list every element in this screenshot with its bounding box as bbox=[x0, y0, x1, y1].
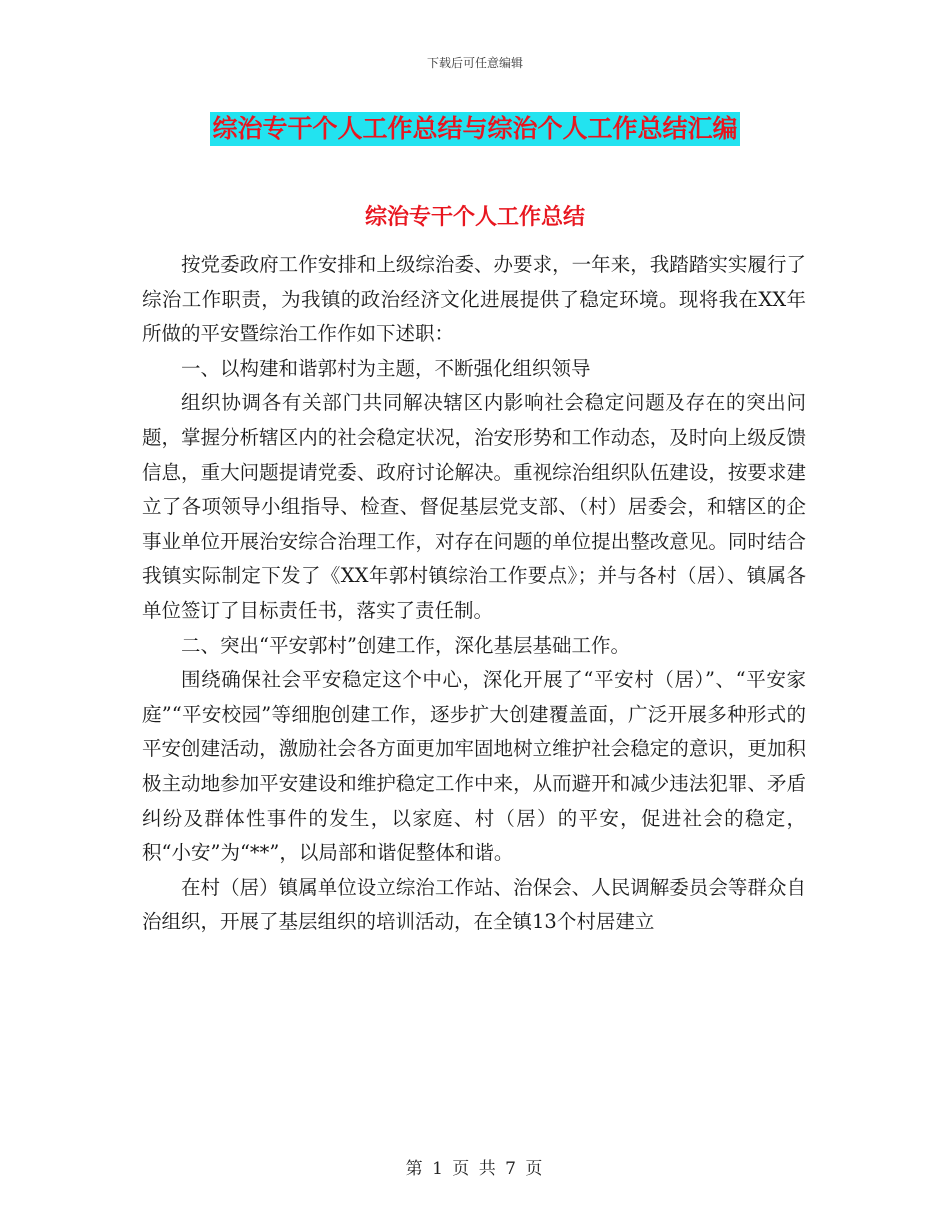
paragraph-heading-1: 一、以构建和谐郭村为主题，不断强化组织领导 bbox=[181, 356, 591, 380]
paragraph-safety-creation: 围绕确保社会平安稳定这个中心，深化开展了“平安村（居）”、“平安家庭”“平安校园”等细胞创建工作，逐步扩大创建覆盖面，广泛开展多种形式的平安创建活动，激励社会各方面更加牢固地树立维护社会稳定的意识，更加积极主动地参加平安建设和维护稳定工作中来，从而避开和减少违法犯罪、矛盾纠纷及群体性事件的发生，以家庭、村（居）的平安，促进社会的稳定，积“小安”为“**”，以局部和谐促整体和谐。 bbox=[142, 668, 806, 865]
document-body bbox=[142, 248, 806, 940]
paragraph-intro: 按党委政府工作安排和上级综治委、办要求，一年来，我踏踏实实履行了综治工作职责，为我镇的政治经济文化进展提供了稳定环境。现将我在XX年所做的平安暨综治工作作如下述职： bbox=[142, 253, 806, 346]
document-title: 综治专干个人工作总结与综治个人工作总结汇编 bbox=[210, 112, 739, 146]
paragraph-grassroots: 在村（居）镇属单位设立综治工作站、治保会、人民调解委员会等群众自治组织，开展了基层组织的培训活动，在全镇13个村居建立 bbox=[142, 875, 806, 934]
paragraph-heading-2: 二、突出“平安郭村”创建工作，深化基层基础工作。 bbox=[181, 633, 630, 657]
header-note: 下载后可任意编辑 bbox=[426, 56, 523, 70]
page-number: 第 1 页 共 7 页 bbox=[405, 1159, 545, 1179]
section-title: 综治专干个人工作总结 bbox=[364, 204, 585, 230]
document-title-container bbox=[0, 112, 950, 146]
paragraph-organization: 组织协调各有关部门共同解决辖区内影响社会稳定问题及存在的突出问题，掌握分析辖区内的社会稳定状况，治安形势和工作动态，及时向上级反馈信息，重大问题提请党委、政府讨论解决。重视综治组织队伍建设，按要求建立了各项领导小组指导、检查、督促基层党支部、（村）居委会，和辖区的企事业单位开展治安综合治理工作，对存在问题的单位提出整改意见。同时结合我镇实际制定下发了《XX年郭村镇综治工作要点》；并与各村（居）、镇属各单位签订了目标责任书，落实了责任制。 bbox=[142, 391, 806, 622]
